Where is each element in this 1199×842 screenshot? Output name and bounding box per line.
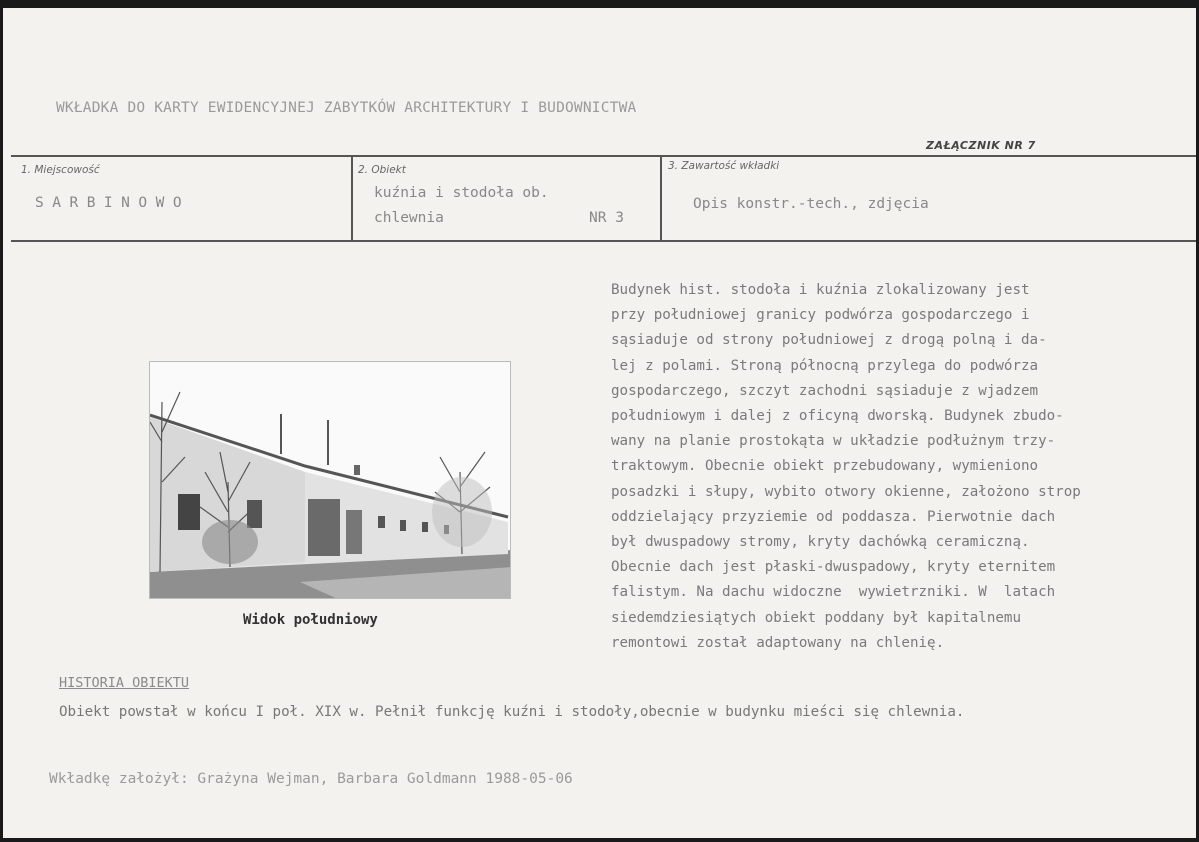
description-line: siedemdziesiątych obiekt poddany był kapitalnemu bbox=[611, 609, 1021, 626]
object-label: 2. Obiekt bbox=[358, 164, 406, 176]
insert-founded-by: Wkładkę założył: Grażyna Wejman, Barbara Goldmann 1988-05-06 bbox=[49, 771, 573, 787]
contents-value: Opis konstr.-tech., zdjęcia bbox=[693, 196, 929, 212]
description-line: był dwuspadowy stromy, kryty dachówką ceramiczną. bbox=[611, 534, 1030, 551]
description-line: falistym. Na dachu widoczne wywietrzniki. W latach bbox=[611, 584, 1056, 601]
description-line: Obecnie dach jest płaski-dwuspadowy, kryty eternitem bbox=[611, 559, 1056, 576]
form-bottom-rule bbox=[11, 240, 1196, 242]
description-line: posadzki i słupy, wybito otwory okienne, założono strop bbox=[611, 483, 1081, 500]
building-description bbox=[611, 278, 1191, 656]
description-line: gospodarczego, szczyt zachodni sąsiaduje z wjadzem bbox=[611, 382, 1039, 399]
form-divider-1 bbox=[351, 155, 353, 241]
object-number: NR 3 bbox=[589, 210, 624, 226]
description-line: remontowi został adaptowany na chlenię. bbox=[611, 634, 945, 651]
description-line: traktowym. Obecnie obiekt przebudowany, wymieniono bbox=[611, 458, 1039, 475]
photo-caption: Widok południowy bbox=[243, 612, 378, 628]
object-value-line2: chlewnia bbox=[374, 210, 444, 226]
locality-value: SARBINOWO bbox=[35, 195, 191, 211]
history-heading: HISTORIA OBIEKTU bbox=[59, 675, 190, 691]
description-line: wany na planie prostokąta w układzie podłużnym trzy- bbox=[611, 433, 1056, 450]
description-line: Budynek hist. stodoła i kuźnia zlokalizowany jest bbox=[611, 282, 1030, 298]
description-line: sąsiaduje od strony południowej z drogą polną i da- bbox=[611, 332, 1047, 349]
form-top-rule bbox=[11, 155, 1196, 157]
inventory-card-insert bbox=[3, 8, 1196, 838]
contents-label: 3. Zawartość wkładki bbox=[668, 160, 780, 172]
description-line: lej z polami. Stroną północną przylega do podwórza bbox=[611, 357, 1039, 374]
description-line: południowym i dalej z oficyną dworską. Budynek zbudo- bbox=[611, 408, 1064, 425]
object-value-line1: kuźnia i stodoła ob. bbox=[374, 185, 549, 201]
card-header-title: WKŁADKA DO KARTY EWIDENCYJNEJ ZABYTKÓW ARCHITEKTURY I BUDOWNICTWA bbox=[56, 100, 637, 116]
history-text: Obiekt powstał w końcu I poł. XIX w. Pełnił funkcję kuźni i stodoły,obecnie w budynku mieści się chlewnia. bbox=[59, 704, 965, 720]
building-photo bbox=[149, 361, 511, 599]
locality-label: 1. Miejscowość bbox=[21, 164, 100, 176]
description-line: oddzielający przyziemie od poddasza. Pierwotnie dach bbox=[611, 508, 1056, 525]
description-line: przy południowej granicy podwórza gospodarczego i bbox=[611, 307, 1030, 324]
annex-number: ZAŁĄCZNIK NR 7 bbox=[926, 139, 1036, 152]
form-divider-2 bbox=[660, 155, 662, 241]
